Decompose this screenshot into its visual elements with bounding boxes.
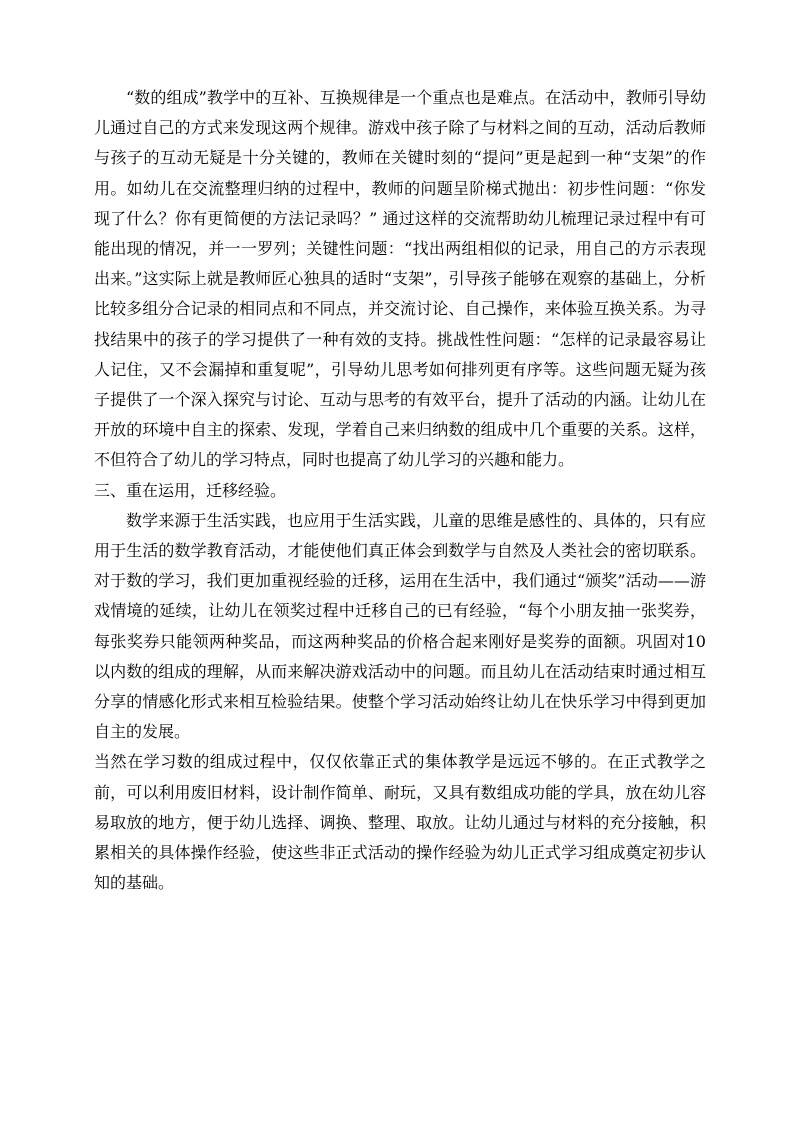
document-page: [94, 83, 706, 898]
paragraph-informal-activities: 当然在学习数的组成过程中，仅仅依靠正式的集体教学是远远不够的。在正式教学之前，可以利用废旧材料，设计制作简单、耐玩，又具有数组成功能的学具，放在幼儿容易取放的地方，便于幼儿选择、调换、整理、取放。让幼儿通过与材料的充分接触，积累相关的具体操作经验，使这些非正式活动的操作经验为幼儿正式学习组成奠定初步认知的基础。: [94, 752, 706, 893]
section-heading-apply-experience: 三、重在运用，迁移经验。: [94, 480, 287, 500]
paragraph-life-application: 数学来源于生活实践，也应用于生活实践，儿童的思维是感性的、具体的，只有应用于生活的数学教育活动，才能使他们真正体会到数学与自然及人类社会的密切联系。对于数的学习，我们更加重视经验的迁移，运用在生活中，我们通过“颁奖”活动——游戏情境的延续，让幼儿在领奖过程中迁移自己的已有经验，“每个小朋友抽一张奖券，每张奖券只能领两种奖品，而这两种奖品的价格合起来刚好是奖券的面额。巩固对10以内数的组成的理解，从而来解决游戏活动中的问题。而且幼儿在活动结束时通过相互分享的情感化形式来相互检验结果。使整个学习活动始终让幼儿在快乐学习中得到更加自主的发展。: [94, 510, 706, 742]
paragraph-questioning-support: “数的组成”教学中的互补、互换规律是一个重点也是难点。在活动中，教师引导幼儿通过自己的方式来发现这两个规律。游戏中孩子除了与材料之间的互动，活动后教师与孩子的互动无疑是十分关键的，教师在关键时刻的“提问”更是起到一种“支架”的作用。如幼儿在交流整理归纳的过程中，教师的问题呈阶梯式抛出：初步性问题：“你发现了什么？你有更简便的方法记录吗？” 通过这样的交流帮助幼儿梳理记录过程中有可能出现的情况，并一一罗列；关键性问题：“找出两组相似的记录，用自己的方示表现出来。”这实际上就是教师匠心独具的适时“支架”，引导孩子能够在观察的基础上，分析比较多组分合记录的相同点和不同点，并交流讨论、自己操作，来体验互换关系。为寻找结果中的孩子的学习提供了一种有效的支持。挑战性性问题：“怎样的记录最容易让人记住，又不会漏掉和重复呢”，引导幼儿思考如何排列更有序等。这些问题无疑为孩子提供了一个深入探究与讨论、互动与思考的有效平台，提升了活动的内涵。让幼儿在开放的环境中自主的探索、发现，学着自己来归纳数的组成中几个重要的关系。这样，不但符合了幼儿的学习特点，同时也提高了幼儿学习的兴趣和能力。: [94, 88, 706, 470]
